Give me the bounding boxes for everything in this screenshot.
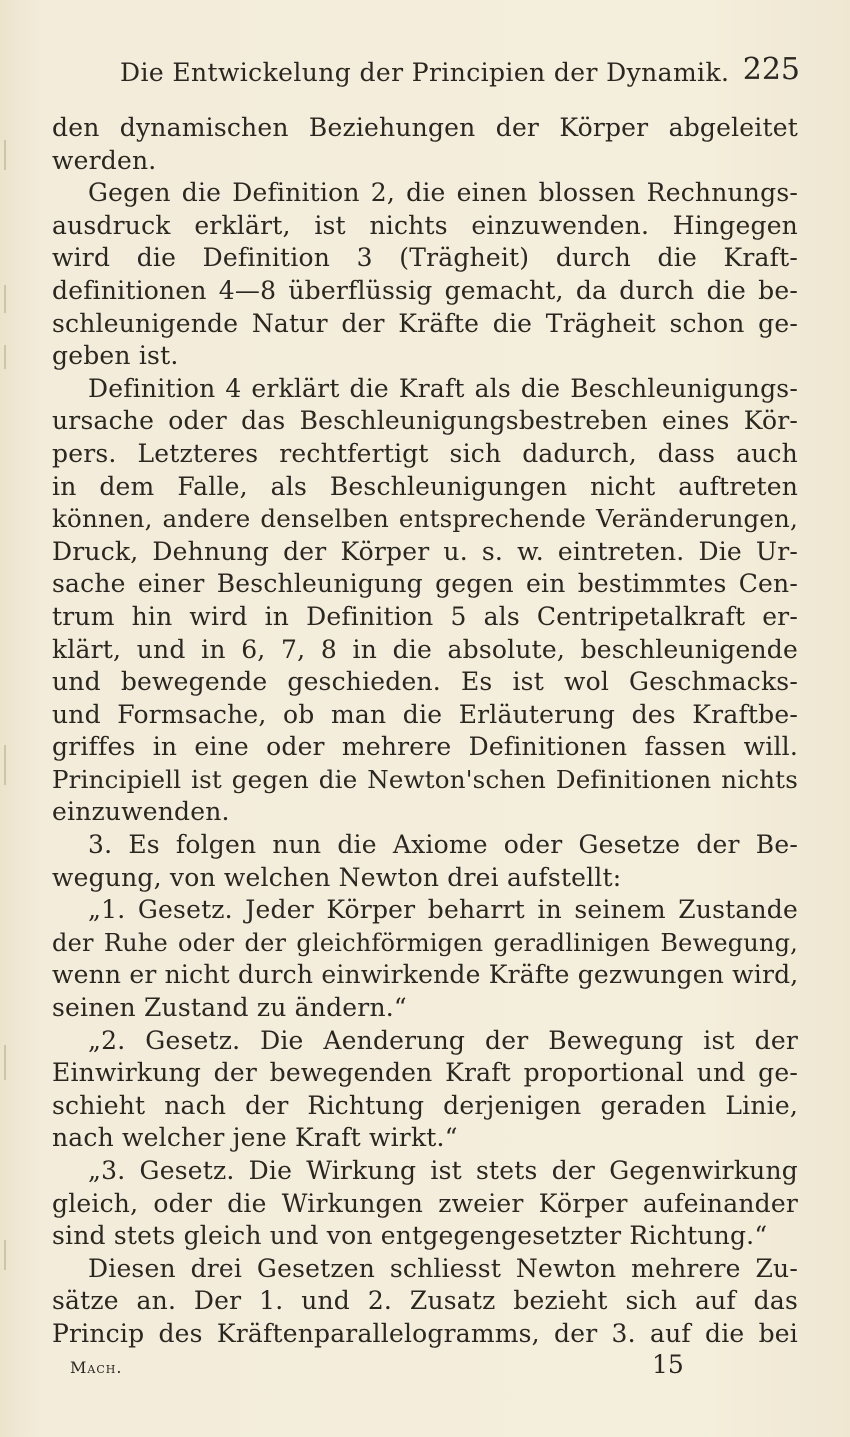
text-line: und Formsache, ob man die Erläuterung des Kraftbe-	[52, 699, 798, 729]
text-line: nach welcher jene Kraft wirkt.“	[52, 1123, 458, 1153]
text-line: der Ruhe oder der gleichförmigen geradlinigen Bewegung,	[52, 928, 798, 957]
text-line: können, andere denselben entsprechende Veränderungen,	[52, 504, 798, 534]
text-line: geben ist.	[52, 341, 179, 371]
page-edge-mark	[4, 285, 6, 313]
text-line: sind stets gleich und von entgegengesetzter Richtung.“	[52, 1221, 768, 1251]
text-line: trum hin wird in Definition 5 als Centripetalkraft er-	[52, 601, 798, 631]
text-line: schleunigende Natur der Kräfte die Trägheit schon ge-	[52, 308, 798, 338]
text-line: in dem Falle, als Beschleunigungen nicht auftreten	[52, 471, 798, 501]
text-line: griffes in eine oder mehrere Definitionen fassen will.	[52, 732, 798, 762]
page-edge-mark	[4, 1045, 6, 1080]
text-line: Princip des Kräftenparallelogramms, der 3. auf die bei	[52, 1318, 798, 1348]
page-edge-mark	[4, 1240, 6, 1270]
page-edge-mark	[4, 345, 6, 369]
text-line: sache einer Beschleunigung gegen ein bestimmtes Cen-	[52, 569, 798, 599]
text-line: klärt, und in 6, 7, 8 in die absolute, beschleunigende	[52, 634, 798, 664]
text-line: Druck, Dehnung der Körper u. s. w. eintreten. Die Ur-	[52, 536, 798, 566]
text-line: Einwirkung der bewegenden Kraft proportional und ge-	[52, 1058, 798, 1088]
page-edge-mark	[4, 140, 6, 170]
text-line: „3. Gesetz. Die Wirkung ist stets der Gegenwirkung	[88, 1156, 798, 1185]
page-footer	[70, 1350, 710, 1384]
text-line: Diesen drei Gesetzen schliesst Newton mehrere Zu-	[88, 1253, 798, 1283]
page-number: 225	[742, 52, 800, 87]
body-text	[52, 112, 798, 1351]
text-line: 3. Es folgen nun die Axiome oder Gesetze der Be-	[88, 830, 798, 860]
page-edge-mark	[4, 745, 6, 785]
text-line: sätze an. Der 1. und 2. Zusatz bezieht sich auf das	[52, 1286, 798, 1316]
text-line: „1. Gesetz. Jeder Körper beharrt in seinem Zustande	[88, 895, 798, 925]
sheet-number: 15	[652, 1350, 684, 1379]
text-line: den dynamischen Beziehungen der Körper abgeleitet	[52, 113, 798, 142]
text-line: „2. Gesetz. Die Aenderung der Bewegung ist der	[88, 1025, 798, 1055]
running-title: Die Entwickelung der Principien der Dynamik.	[120, 58, 730, 87]
text-line: Principiell ist gegen die Newton'schen Definitionen nichts	[52, 764, 798, 794]
text-line: ursache oder das Beschleunigungsbestreben eines Kör-	[52, 406, 798, 436]
text-line: definitionen 4—8 überflüssig gemacht, da durch die be-	[52, 275, 798, 305]
text-line: pers. Letzteres rechtfertigt sich dadurch, dass auch	[52, 438, 798, 468]
text-line: und bewegende geschieden. Es ist wol Geschmacks-	[52, 667, 798, 697]
text-line: gleich, oder die Wirkungen zweier Körper aufeinander	[52, 1188, 798, 1218]
text-line: Definition 4 erklärt die Kraft als die Beschleunigungs-	[88, 373, 798, 403]
text-line: wird die Definition 3 (Trägheit) durch die Kraft-	[52, 243, 798, 273]
signature-mark: Mach.	[70, 1358, 123, 1377]
running-header	[120, 48, 800, 92]
text-line: schieht nach der Richtung derjenigen geraden Linie,	[52, 1090, 798, 1120]
text-line: seinen Zustand zu ändern.“	[52, 993, 407, 1023]
text-line: einzuwenden.	[52, 797, 230, 827]
text-line: wenn er nicht durch einwirkende Kräfte gezwungen wird,	[52, 960, 799, 990]
text-line: werden.	[52, 145, 157, 175]
text-line: wegung, von welchen Newton drei aufstellt:	[52, 862, 622, 892]
text-line: ausdruck erklärt, ist nichts einzuwenden. Hingegen	[52, 210, 798, 240]
text-line: Gegen die Definition 2, die einen blossen Rechnungs-	[88, 178, 798, 208]
